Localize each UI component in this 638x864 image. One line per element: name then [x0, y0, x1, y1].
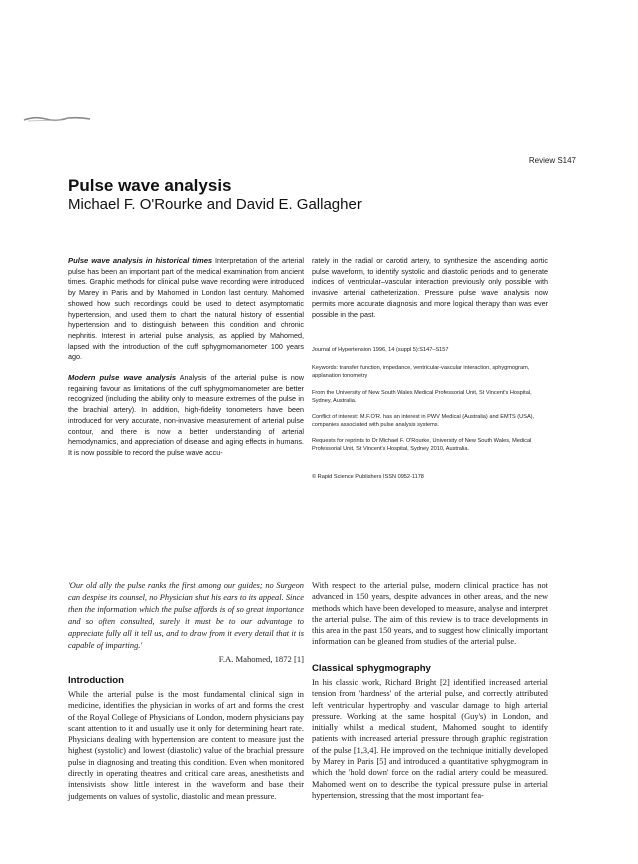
abstract-left-column	[68, 256, 304, 469]
classical-sphygmography-text: In his classic work, Richard Bright [2] identified increased arterial tension from 'hardness' of the arterial pulse, and correctly attributed left ventricular hypertrophy and vascular damage to high arterial pressure. Working at the same hospital (Guy's) in London, and initially whilst a medical student, Mahomed sought to identify patients with increased arterial pressure through graphic registration of the pulse [1,3,4]. He improved on the technique initially developed by Marey in Paris [5] and introduced a quantitative sphygmogram in which the 'hold down' force on the radial artery could be measured. Mahomed went on to describe the typical pressure pulse in arterial hypertension, stressing that the most important fea-	[312, 678, 548, 800]
abstract-continuation: rately in the radial or carotid artery, to synthesize the ascending aortic pulse waveform, to identify systolic and diastolic periods and to generate indices of ventricular–vascular interaction previously only possible with invasive arterial catheterization. Pressure pulse wave analysis now permits more accurate diagnosis and more logical therapy than was ever possible in the past.	[312, 256, 548, 319]
reprints-text: Requests for reprints to Dr Michael F. O'Rourke, University of New South Wales, Medical Professorial Unit, St Vincent's Hospital, Sydney 2010, Australia.	[312, 438, 532, 452]
conflict-text: Conflict of interest: M.F.O'R. has an interest in PWV Medical (Australia) and EMTS (USA), companies associated with pulse analysis systems.	[312, 414, 535, 428]
abstract-text-historical: Interpretation of the arterial pulse has been an important part of the medical examination from ancient times. Graphic methods for clinical pulse wave recording were introduced by Marey in Paris and by Mahomed in London last century. Mahomed showed how such recordings could be used to detect asymptomatic hypertension, and used them to chart the natural history of essential hypertension and to distinguish between this condition and chronic nephritis. Interest in arterial pulse analysis, as applied by Mahomed, lapsed with the introduction of the cuff sphygmomanometer 100 years ago.	[68, 256, 305, 362]
keywords-text: Keywords: transfer function, impedance, ventricular-vascular interaction, sphygmogram, applanation tonometry	[312, 365, 530, 379]
running-head: Review S147	[528, 156, 576, 165]
copyright-text: © Rapid Science Publishers ISSN 0952-1178	[312, 474, 424, 480]
affiliation-text: From the University of New South Wales Medical Professorial Unit, St Vincent's Hospital, Sydney, Australia.	[312, 390, 532, 404]
abstract-paragraph-historical	[68, 256, 304, 363]
affiliation	[312, 390, 548, 405]
reprint-requests	[312, 438, 548, 453]
abstract-text-modern: Analysis of the arterial pulse is now regaining favour as limitations of the cuff sphygmomanometer are better recognized (including the ability only to measure extremes of the pulse in the brachial artery). In addition, high-fidelity tonometers have been introduced for very accurate, non-invasive measurement of arterial pulse contour, and there is now a better understanding of arterial hemodynamics, and appreciation of disease and aging effects in humans. It is now possible to record the pulse wave accu-	[68, 373, 304, 457]
right-column-intro-text: With respect to the arterial pulse, modern clinical practice has not advanced in 150 years, despite advances in other areas, and the new methods which have been developed to measure, analyse and interpret the arterial pulse. The aim of this review is to trace developments in this area in the past 150 years, and to suggest how clinically important information can be gleaned from studies of the arterial pulse.	[312, 581, 548, 647]
abstract-lead-historical: Pulse wave analysis in historical times	[68, 256, 213, 265]
introduction-text: While the arterial pulse is the most fundamental clinical sign in medicine, identifies the physician in works of art and forms the crest of the Royal College of Physicians of London, modern physicians pay scant attention to it and usually use it only for determining heart rate. Physicians dealing with hypertension are content to measure just the highest (systolic) and lowest (diastolic) value of the brachial pressure pulse in diagnosing and treating this condition. Even when monitored directly in operating theatres and critical care areas, anesthetists and intensivists show little interest in the waveform and base their judgements on values of systolic, diastolic and mean pressure.	[68, 690, 304, 801]
keywords	[312, 365, 548, 380]
article-authors: Michael F. O'Rourke and David E. Gallagher	[68, 196, 362, 213]
abstract-paragraph-modern	[68, 373, 304, 459]
epigraph-attribution: F.A. Mahomed, 1872 [1]	[218, 654, 304, 664]
copyright-line	[312, 474, 548, 482]
article-title: Pulse wave analysis	[68, 176, 232, 195]
abstract-right-column	[312, 256, 548, 320]
epigraph-quote: 'Our old ally the pulse ranks the first among our guides; no Surgeon can despise its counsel, no Physician shut his ears to its appeal. Since then the information which the pulse affords is of so great importance and so often consulted, surely it must be to our advantage to appreciate fully all it tell us, and to draw from it every detail that it is capable of imparting.'	[68, 581, 304, 650]
conflict-of-interest	[312, 414, 548, 429]
journal-citation	[312, 347, 548, 355]
classical-sphygmography-heading: Classical sphygmography	[312, 663, 431, 674]
journal-citation-text: Journal of Hypertension 1996, 14 (suppl 5):S147–S157	[312, 347, 449, 353]
abstract-lead-modern: Modern pulse wave analysis	[68, 373, 177, 383]
scan-artifact	[22, 112, 92, 124]
introduction-heading: Introduction	[68, 675, 124, 686]
